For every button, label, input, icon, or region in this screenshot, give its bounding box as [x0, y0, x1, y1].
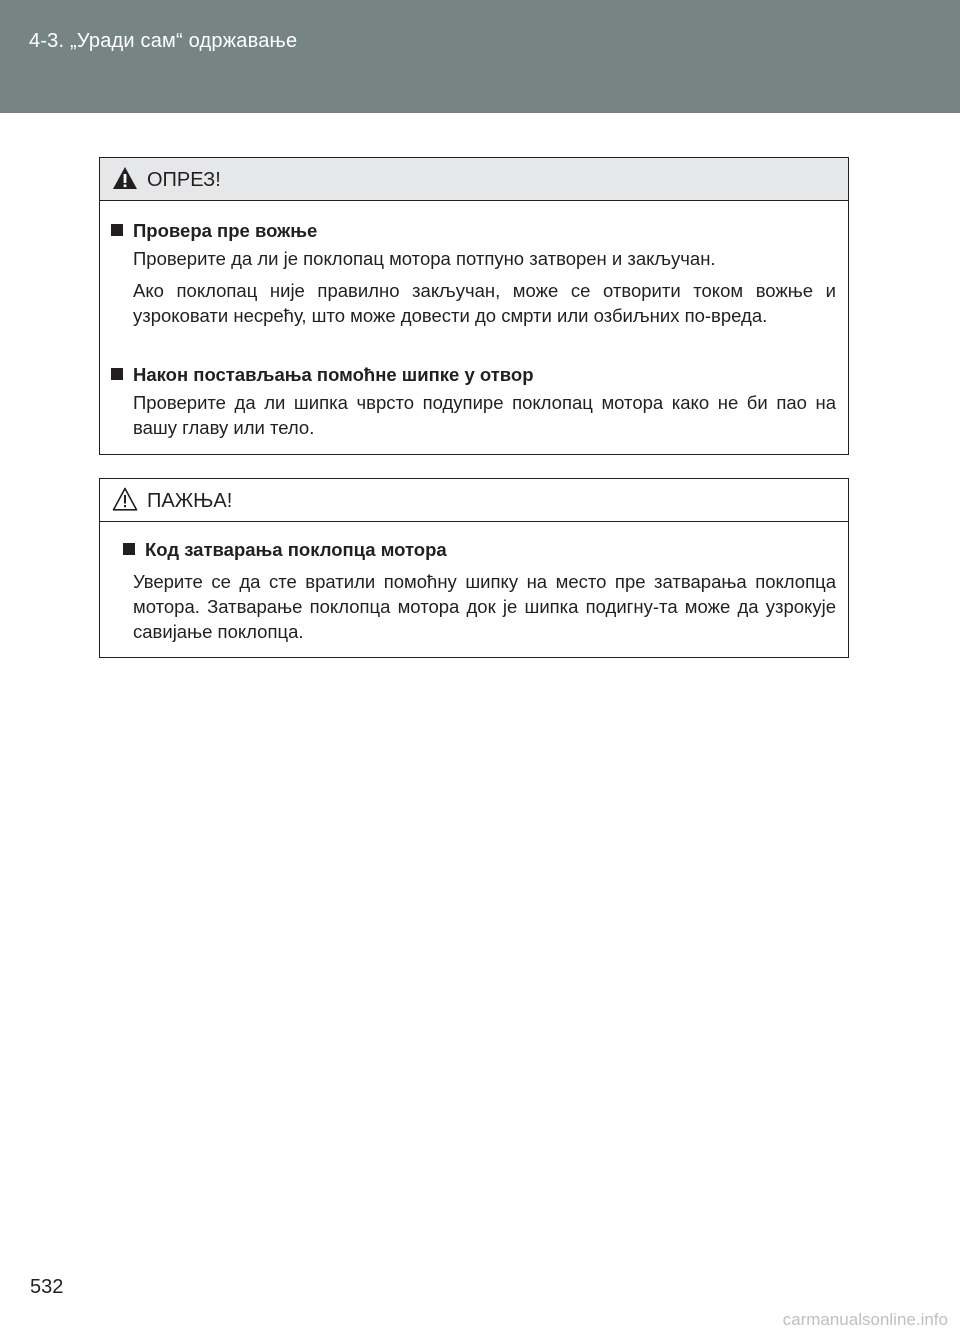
warning-triangle-outline-icon	[112, 487, 138, 511]
notice-box-header	[100, 479, 848, 522]
paragraph: Уверите се да сте вратили помоћну шипку на место пре затварања поклопца мотора. Затварање поклопца мотора док је шипка подигну-та може да узрокује савијање поклопца.	[133, 571, 836, 642]
notice-title: ПАЖЊА!	[147, 490, 233, 512]
caution-title: ОПРЕЗ!	[147, 169, 221, 191]
square-bullet-icon	[123, 543, 135, 555]
item-heading: Провера пре вожње	[133, 220, 318, 241]
square-bullet-icon	[111, 224, 123, 236]
watermark: carmanualsonline.info	[782, 1310, 948, 1329]
paragraph: Ако поклопац није правилно закључан, може се отворити током вожње и узроковати несрећу, што може довести до смрти или озбиљних по-вреда.	[133, 280, 836, 326]
header-band	[0, 0, 960, 113]
warning-triangle-icon	[112, 166, 138, 190]
notice-box	[99, 478, 849, 658]
paragraph: Проверите да ли је поклопац мотора потпуно затворен и закључан.	[133, 248, 716, 269]
paragraph: Проверите да ли шипка чврсто подупире поклопац мотора како не би пао на вашу главу или тело.	[133, 392, 836, 438]
page-number: 532	[30, 1276, 64, 1298]
caution-box-header	[100, 158, 848, 201]
square-bullet-icon	[111, 368, 123, 380]
caution-box	[99, 157, 849, 455]
section-title: 4-3. „Уради сам“ одржавање	[29, 30, 298, 52]
item-heading: Након постављања помоћне шипке у отвор	[133, 364, 534, 385]
item-heading: Код затварања поклопца мотора	[145, 539, 447, 560]
